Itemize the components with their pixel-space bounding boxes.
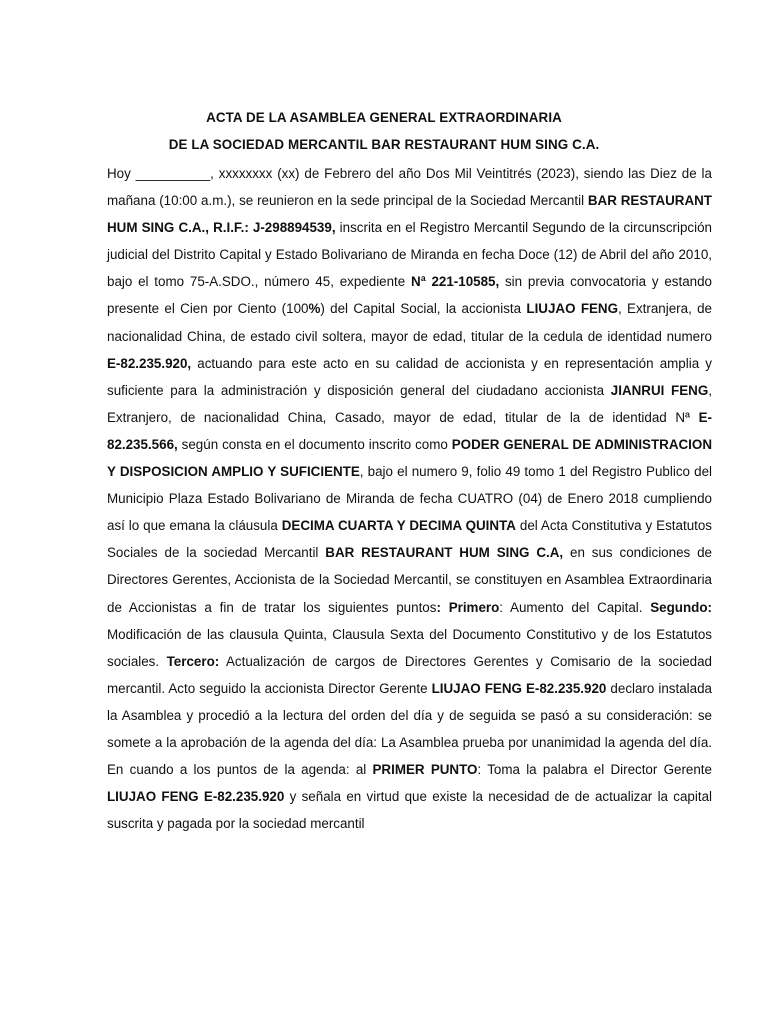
text-run: , bajo el numero 9, folio 49 tomo 1 del Registro Publico del Municipio Plaza Estado Bolivariano de Miranda de fecha CUATRO (04) de Enero 2018 cumpliendo así lo que emana la cláusula bbox=[107, 464, 712, 534]
text-run: según consta en el documento inscrito como bbox=[177, 436, 452, 452]
text-run: inscrita en el Registro Mercantil Segundo de la circunscripción judicial del Distrito Capital y Estado Bolivariano de Miranda en fecha Doce (12) de Abril del año 2010, bajo el tomo 75-A.SDO., número 45, expediente bbox=[107, 220, 712, 290]
text-run: : Toma la palabra el Director Gerente bbox=[477, 762, 712, 778]
bold-text-run: BAR RESTAURANT HUM SING C.A, bbox=[325, 545, 564, 561]
bold-text-run: PODER GENERAL DE ADMINISTRACION Y DISPOSICION AMPLIO Y SUFICIENTE bbox=[107, 436, 712, 480]
bold-text-run: PRIMER PUNTO bbox=[372, 762, 478, 778]
bold-text-run: Nª 221-10585, bbox=[411, 274, 500, 290]
bold-text-run: JIANRUI FENG bbox=[610, 382, 709, 398]
bold-text-run: Tercero: bbox=[166, 653, 220, 669]
bold-text-run: : Primero bbox=[436, 599, 500, 615]
bold-text-run: E-82.235.920, bbox=[107, 355, 192, 371]
body-paragraph bbox=[107, 160, 712, 837]
text-run: ) del Capital Social, la accionista bbox=[320, 301, 527, 317]
text-run: del Acta Constitutiva y Estatutos Sociales de la sociedad Mercantil bbox=[107, 518, 713, 561]
bold-text-run: Segundo: bbox=[650, 599, 712, 615]
text-run: en sus condiciones de Directores Gerentes, Accionista de la Sociedad Mercantil, se constituyen en Asamblea Extraordinaria de Accionistas a fin de tratar los siguientes puntos bbox=[107, 545, 712, 615]
text-run: sin previa convocatoria y estando presente el Cien por Ciento (100 bbox=[107, 274, 712, 317]
bold-text-run: LIUJAO FENG E-82.235.920 bbox=[107, 789, 285, 805]
bold-text-run: BAR RESTAURANT HUM SING C.A., R.I.F.: J-298894539, bbox=[107, 193, 712, 236]
document-title-line-2: DE LA SOCIEDAD MERCANTIL BAR RESTAURANT HUM SING C.A. bbox=[168, 137, 600, 152]
bold-text-run: % bbox=[308, 301, 321, 317]
bold-text-run: LIUJAO FENG E-82.235.920 bbox=[431, 680, 607, 696]
text-run: Actualización de cargos de Directores Gerentes y Comisario de la sociedad mercantil. Acto seguido la accionista Director Gerente bbox=[107, 653, 712, 696]
text-run: , Extranjero, de nacionalidad China, Casado, mayor de edad, titular de la de identidad Nª bbox=[107, 382, 712, 425]
bold-text-run: DECIMA CUARTA Y DECIMA QUINTA bbox=[281, 518, 516, 534]
text-run: declaro instalada la Asamblea y procedió a la lectura del orden del día y de seguida se pasó a su consideración: se somete a la aprobación de la agenda del día: La Asamblea prueba por unanimidad la agenda del día. En cuando a los puntos de la agenda: al bbox=[107, 680, 712, 778]
document-body bbox=[107, 160, 712, 837]
bold-text-run: E-82.235.566, bbox=[107, 409, 712, 452]
text-run: Modificación de las clausula Quinta, Clausula Sexta del Documento Constitutivo y de los Estatutos sociales. bbox=[107, 626, 712, 669]
text-run: : Aumento del Capital. bbox=[499, 599, 651, 615]
text-run: y señala en virtud que existe la necesidad de de actualizar la capital suscrita y pagada por la sociedad mercantil bbox=[107, 789, 712, 832]
text-run: Hoy __________, xxxxxxxx (xx) de Febrero del año Dos Mil Veintitrés (2023), siendo las Diez de la mañana (10:00 a.m.), se reunieron en la sede principal de la Sociedad Mercantil bbox=[107, 166, 712, 209]
document-title-line-1: ACTA DE LA ASAMBLEA GENERAL EXTRAORDINARIA bbox=[206, 110, 562, 125]
text-run: actuando para este acto en su calidad de accionista y en representación amplia y suficiente para la administración y disposición general del ciudadano accionista bbox=[107, 355, 712, 398]
text-run: , Extranjera, de nacionalidad China, de estado civil soltera, mayor de edad, titular de la cedula de identidad numero bbox=[107, 301, 712, 344]
bold-text-run: LIUJAO FENG bbox=[526, 301, 619, 317]
